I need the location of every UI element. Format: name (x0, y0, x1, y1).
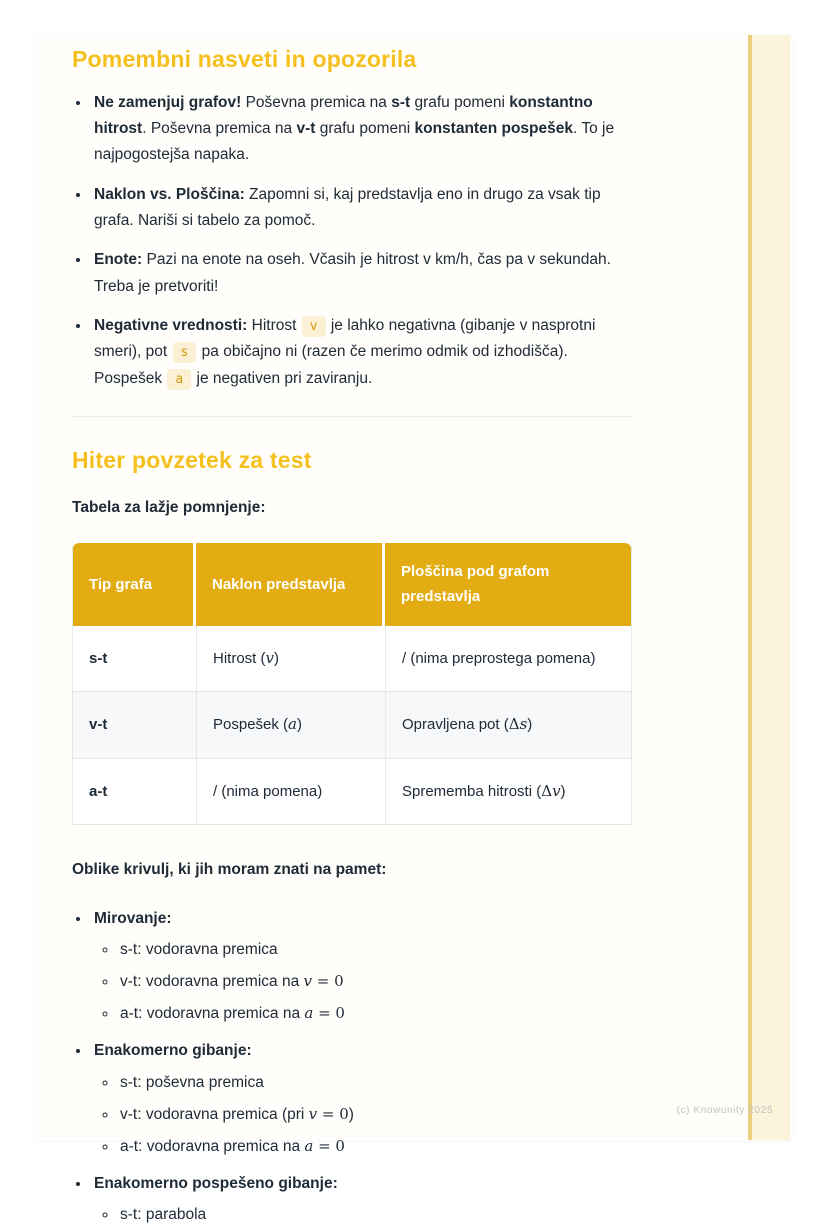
math-symbol: = 0 (313, 1004, 345, 1023)
page-edge-highlight-band (752, 35, 790, 1140)
shape-item: ◦ s-t: parabola (118, 1203, 632, 1227)
math-symbol: a (304, 1136, 314, 1155)
section-title-summary: Hiter povzetek za test (72, 447, 312, 474)
inline-code-chip: s (173, 342, 197, 363)
shape-item: ◦ a-t: vodoravna premica na a = 0 (118, 1135, 632, 1159)
shape-group-label: Mirovanje: (94, 909, 172, 927)
math-symbol: = 0 (313, 1136, 345, 1155)
document-page (35, 35, 793, 1223)
table-header-cell: Tip grafa (73, 543, 196, 626)
shape-group-sublist (94, 1203, 632, 1227)
shape-group (91, 1171, 632, 1227)
table-row (73, 692, 631, 759)
table-header-cell: Ploščina pod grafom predstavlja (385, 543, 631, 626)
summary-table-head (73, 543, 631, 626)
shape-group (91, 906, 632, 1026)
math-symbol: v (265, 648, 274, 667)
shape-item: ◦ v-t: vodoravna premica (pri v = 0) (118, 1103, 632, 1127)
tips-bullet-list (72, 90, 632, 392)
table-row (73, 626, 631, 693)
shapes-intro: Oblike krivulj, ki jih moram znati na pamet: (72, 861, 387, 879)
shape-item: ◦ a-t: vodoravna premica na a = 0 (118, 1002, 632, 1026)
tip-item: • Negativne vrednosti: Hitrost v je lahko negativna (gibanje v nasprotni smeri), pot s pa običajno ni (razen če merimo odmik od izhodišča). Pospešek a je negativen pri zaviranju. (91, 313, 632, 392)
math-symbol: Δ (508, 715, 520, 734)
page-edge-highlight-line (748, 35, 752, 1140)
curve-shapes-list (72, 906, 632, 1227)
summary-table (72, 543, 632, 826)
table-cell: Opravljena pot (Δs) (385, 692, 631, 759)
inline-code-chip: v (302, 316, 326, 337)
watermark: (c) Knowunity 2025 (676, 1105, 773, 1116)
inline-code-chip: a (167, 369, 191, 390)
table-cell: s-t (73, 626, 196, 693)
table-cell: / (nima preprostega pomena) (385, 626, 631, 693)
table-cell: Hitrost (v) (196, 626, 385, 693)
math-symbol: a (304, 1004, 314, 1023)
shape-group-sublist (94, 938, 632, 1026)
shape-group (91, 1038, 632, 1158)
table-cell: / (nima pomena) (196, 759, 385, 825)
table-header-row (73, 543, 631, 626)
table-cell: Sprememba hitrosti (Δv) (385, 759, 631, 825)
shape-item: ◦ s-t: vodoravna premica (118, 938, 632, 962)
shape-group-label: Enakomerno pospešeno gibanje: (94, 1174, 338, 1192)
page-content (35, 35, 632, 1227)
summary-table-body (73, 626, 631, 825)
math-symbol: = 0 (312, 972, 344, 991)
shape-group-label: Enakomerno gibanje: (94, 1042, 252, 1060)
table-cell: v-t (73, 692, 196, 759)
table-cell: a-t (73, 759, 196, 825)
table-row (73, 759, 631, 825)
shape-group-sublist (94, 1071, 632, 1159)
math-symbol: = 0 (317, 1104, 349, 1123)
table-intro: Tabela za lažje pomnjenje: (72, 498, 266, 516)
table-cell: Pospešek (a) (196, 692, 385, 759)
table-header-cell: Naklon predstavlja (196, 543, 385, 626)
tip-item: • Enote: Pazi na enote na oseh. Včasih je hitrost v km/h, čas pa v sekundah. Treba je pretvoriti! (91, 247, 632, 300)
math-symbol: v (552, 781, 561, 800)
math-symbol: v (308, 1104, 318, 1123)
math-symbol: Δ (541, 781, 553, 800)
math-symbol: v (303, 972, 312, 991)
section-divider (72, 416, 632, 417)
shape-item: ◦ v-t: vodoravna premica na v = 0 (118, 970, 632, 994)
section-title-tips: Pomembni nasveti in opozorila (72, 46, 417, 72)
tip-item: • Naklon vs. Ploščina: Zapomni si, kaj predstavlja eno in drugo za vsak tip grafa. Nariši si tabelo za pomoč. (91, 182, 632, 235)
tip-item: • Ne zamenjuj grafov! Poševna premica na s-t grafu pomeni konstantno hitrost. Poševna premica na v-t grafu pomeni konstanten pospešek. To je najpogostejša napaka. (91, 90, 632, 169)
math-symbol: s (519, 715, 528, 734)
math-symbol: a (288, 715, 297, 734)
shape-item: ◦ s-t: poševna premica (118, 1071, 632, 1095)
